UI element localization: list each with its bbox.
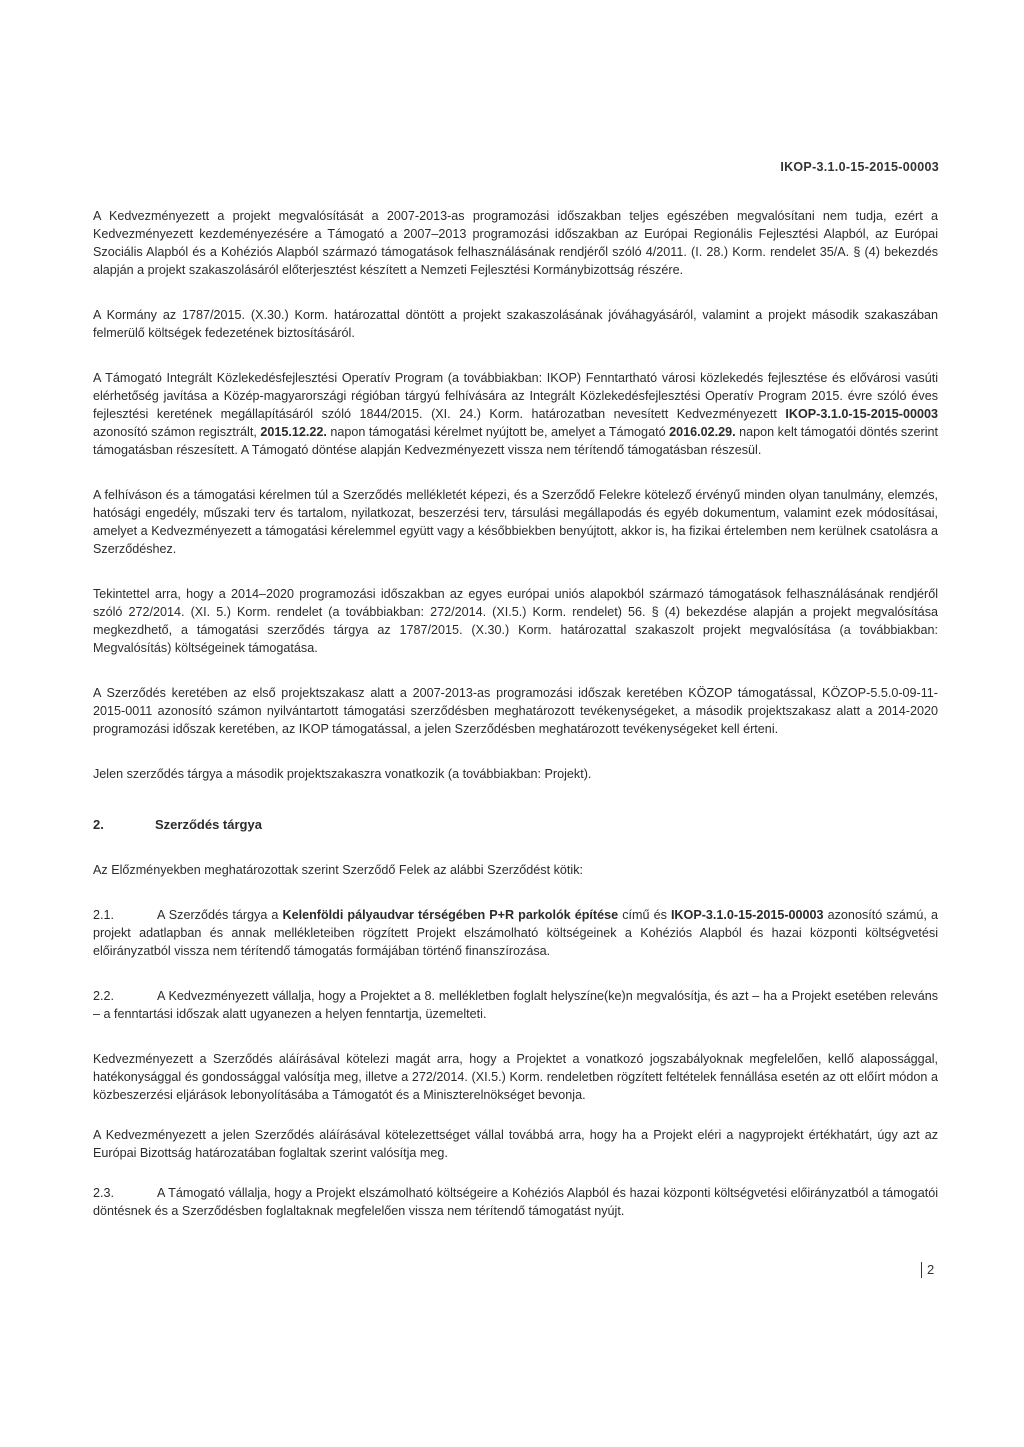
paragraph-project-phases: A Szerződés keretében az első projektszakasz alatt a 2007-2013-as programozási időszak keretében KÖZOP támogatással, KÖZOP-5.5.0-09-11-2015-0011 azonosító számon nyilvántartott támogatási szerződésben meghatározott tevékenységeket, a második projektszakasz alatt a 2014-2020 programozási időszak keretében, az IKOP támogatással, a jelen Szerződésben meghatározott tevékenységeket kell érteni. [93, 686, 938, 736]
application-date: 2015.12.22. [260, 425, 327, 439]
project-id-bold: IKOP-3.1.0-15-2015-00003 [670, 908, 824, 922]
decision-date: 2016.02.29. [669, 425, 736, 439]
paragraph-contract-scope: Jelen szerződés tárgya a második projektszakaszra vonatkozik (a továbbiakban: Projekt). [93, 767, 592, 781]
paragraph-government-decision: A Kormány az 1787/2015. (X.30.) Korm. határozattal döntött a projekt szakaszolásának jóváhagyásáról, valamint a projekt második szakaszában felmerülő költségek fedezetének biztosításáról. [93, 308, 938, 340]
document-body [93, 207, 938, 1220]
page-number: 2 [921, 1262, 934, 1278]
project-id-bold: IKOP-3.1.0-15-2015-00003 [785, 407, 938, 421]
paragraph-major-project: A Kedvezményezett a jelen Szerződés aláírásával kötelezettséget vállal továbbá arra, hogy ha a Projekt eléri a nagyprojekt értékhatárt, úgy azt az Európai Bizottság határozatában foglaltak szerint valósítja meg. [93, 1128, 938, 1160]
paragraph-annexes: A felhíváson és a támogatási kérelmen túl a Szerződés mellékletét képezi, és a Szerződő Felekre kötelező érvényű minden olyan tanulmány, elemzés, hatósági engedély, műszaki terv és tartalom, nyilatkozat, beszerzési terv, társulási megállapodás és egyéb dokumentum, valamint ezek módosításai, amelyet a Kedvezményezett a támogatási kérelemmel együtt vagy a későbbiekben benyújtott, akkor is, ha fizikai értelemben nem kerülnek csatolásra a Szerződéshez. [93, 488, 938, 556]
project-title: Kelenföldi pályaudvar térségében P+R parkolók építése [282, 908, 619, 922]
paragraph-background: A Kedvezményezett a projekt megvalósítását a 2007-2013-as programozási időszakban teljes egészében megvalósítani nem tudja, ezért a Kedvezményezett kezdeményezésére a Támogató a 2007–2013 programozási időszakban az Európai Regionális Fejlesztési Alapból, az Európai Szociális Alapból és a Kohéziós Alapból származó támogatások felhasználásának rendjéről szóló 4/2011. (I. 28.) Korm. rendelet 35/A. § (4) bekezdés alapján a projekt szakaszolásáról előterjesztést készített a Nemzeti Fejlesztési Kormánybizottság részére. [93, 209, 938, 277]
paragraph-obligations: Kedvezményezett a Szerződés aláírásával kötelezi magát arra, hogy a Projektet a vonatkozó jogszabályoknak megfelelően, kellő alapossággal, hatékonysággal és gondossággal valósítja meg, illetve a 272/2014. (XI.5.) Korm. rendeletben rögzített feltételek fennállása esetén az ott előírt módon a közbeszerzési eljárások lebonyolításába a Támogatót és a Miniszterelnökséget bevonja. [93, 1052, 938, 1102]
paragraph-grant-application: A Támogató Integrált Közlekedésfejlesztési Operatív Program (a továbbiakban: IKOP) Fenntartható városi közlekedés fejlesztése és elővárosi vasúti elérhetőség javítása a Közép-magyarországi régióban tárgyú felhívására az Integrált Közlekedésfejlesztési Operatív Program 2015. évre szóló éves fejlesztési keretének megállapításáról szóló 1844/2015. (XI. 24.) Korm. határozatban nevesített Kedvezményezett IKOP-3.1.0-15-2015-00003 azonosító számon regisztrált, 2015.12.22. napon támogatási kérelmet nyújtott be, amelyet a Támogató 2016.02.29. napon kelt támogatói döntés szerint támogatásban részesített. A Támogató döntése alapján Kedvezményezett vissza nem térítendő támogatásban részesül. [93, 371, 939, 457]
clause-2-1: 2.1. A Szerződés tárgya a Kelenföldi pályaudvar térségében P+R parkolók építése című és IKOP-3.1.0-15-2015-00003 azonosító számú, a projekt adatlapban és annak mellékleteiben rögzített Projekt elszámolható költségeinek a Kohéziós Alapból és hazai központi költségvetési előirányzatból vissza nem térítendő támogatás formájában történő finanszírozása. [93, 908, 938, 958]
clause-2-3: 2.3. A Támogató vállalja, hogy a Projekt elszámolható költségeire a Kohéziós Alapból és hazai központi költségvetési előirányzatból a támogatói döntésnek és a Szerződésben foglaltaknak megfelelően vissza nem térítendő támogatást nyújt. [93, 1186, 938, 1218]
document-id: IKOP-3.1.0-15-2015-00003 [780, 160, 939, 174]
paragraph-regulation: Tekintettel arra, hogy a 2014–2020 programozási időszakban az egyes európai uniós alapokból származó támogatások felhasználásának rendjéről szóló 272/2014. (XI. 5.) Korm. rendelet (a továbbiakban: 272/2014. (XI.5.) Korm. rendelet) 56. § (4) bekezdése alapján a projekt megvalósítása megkezdhető, a támogatási szerződés tárgya az 1787/2015. (X.30.) Korm. határozattal szakaszolt projekt megvalósítása (a továbbiakban: Megvalósítás) költségeinek támogatása. [93, 587, 938, 655]
paragraph-intro: Az Előzményekben meghatározottak szerint Szerződő Felek az alábbi Szerződést kötik: [93, 863, 584, 877]
section-heading: 2. Szerződés tárgya [93, 817, 262, 832]
clause-2-2: 2.2. A Kedvezményezett vállalja, hogy a Projektet a 8. mellékletben foglalt helyszíne(ke)n megvalósítja, és azt – ha a Projekt esetében releváns – a fenntartási időszak alatt ugyanezen a helyen fenntartja, üzemelteti. [93, 989, 938, 1021]
